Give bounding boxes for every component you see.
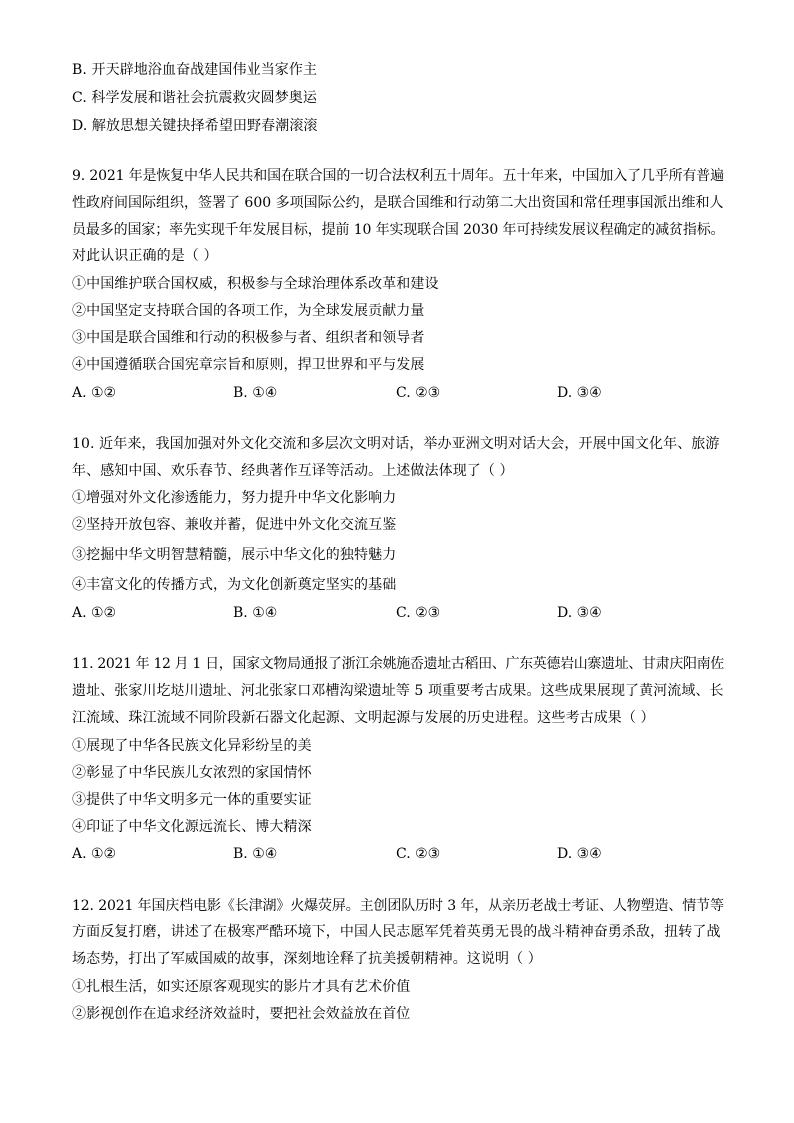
q9-stem-line-4: 对此认识正确的是（ ）: [72, 248, 218, 264]
q11-item-3: ③提供了中华文明多元一体的重要实证: [72, 792, 312, 808]
q9-stem-line-1: 9. 2021 年是恢复中华人民共和国在联合国的一切合法权利五十周年。五十年来，中国加入了几乎所有普遍: [72, 168, 724, 184]
q9-choice-a: A. ①②: [72, 385, 117, 401]
q11-item-1: ①展现了中华各民族文化异彩纷呈的美: [72, 738, 312, 754]
q10-stem-line-1: 10. 近年来，我国加强对外文化交流和多层次文明对话，举办亚洲文明对话大会，开展中国文化年、旅游: [72, 436, 720, 452]
q10-item-1: ①增强对外文化渗透能力，努力提升中华文化影响力: [72, 490, 397, 506]
q10-item-4: ④丰富文化的传播方式，为文化创新奠定坚实的基础: [72, 577, 397, 593]
prev-option-b: B. 开天辟地浴血奋战建国伟业当家作主: [72, 62, 318, 78]
q9-choice-d: D. ③④: [557, 385, 602, 401]
q11-item-2: ②彰显了中华民族儿女浓烈的家国情怀: [72, 765, 312, 781]
q11-stem-line-2: 遗址、张家川圪垯川遗址、河北张家口邓槽沟梁遗址等 5 项重要考古成果。这些成果展现了黄河流域、长: [72, 683, 724, 699]
q10-item-3: ③挖掘中华文明智慧精髓，展示中华文化的独特魅力: [72, 547, 397, 563]
q9-item-1: ①中国维护联合国权威，积极参与全球治理体系改革和建设: [72, 276, 439, 292]
q10-choice-c: C. ②③: [396, 605, 441, 621]
q9-item-2: ②中国坚定支持联合国的各项工作，为全球发展贡献力量: [72, 303, 425, 319]
q11-stem-line-3: 江流域、珠江流域不同阶段新石器文化起源、文明起源与发展的历史进程。这些考古成果（ ）: [72, 710, 655, 726]
q11-choice-a: A. ①②: [72, 846, 117, 862]
q9-item-3: ③中国是联合国维和行动的积极参与者、组织者和领导者: [72, 330, 425, 346]
q12-stem-line-2: 方面反复打磨，讲述了在极寒严酷环境下，中国人民志愿军凭着英勇无畏的战斗精神奋勇杀敌，扭转了战: [72, 924, 721, 940]
q9-choice-b: B. ①④: [233, 385, 278, 401]
q10-stem-line-2: 年、感知中国、欢乐春节、经典著作互译等活动。上述做法体现了（ ）: [72, 463, 514, 479]
q10-item-2: ②坚持开放包容、兼收并蓄，促进中外文化交流互鉴: [72, 517, 397, 533]
q11-choice-c: C. ②③: [396, 846, 441, 862]
q9-item-4: ④中国遵循联合国宪章宗旨和原则，捍卫世界和平与发展: [72, 357, 425, 373]
q12-item-1: ①扎根生活，如实还原客观现实的影片才具有艺术价值: [72, 979, 411, 995]
q12-item-2: ②影视创作在追求经济效益时，要把社会效益放在首位: [72, 1006, 411, 1022]
q9-stem-line-2: 性政府间国际组织，签署了 600 多项国际公约，是联合国维和行动第二大出资国和常任理事国派出维和人: [72, 195, 724, 211]
q9-stem-line-3: 员最多的国家；率先实现千年发展目标，提前 10 年实现联合国 2030 年可持续发展议程确定的减贫指标。: [72, 222, 725, 238]
q10-choice-d: D. ③④: [557, 605, 602, 621]
prev-option-c: C. 科学发展和谐社会抗震救灾圆梦奥运: [72, 90, 318, 106]
q11-choice-b: B. ①④: [233, 846, 278, 862]
q10-choice-a: A. ①②: [72, 605, 117, 621]
q12-stem-line-3: 场态势，打出了军威国威的故事，深刻地诠释了抗美援朝精神。这说明（ ）: [72, 951, 542, 967]
q11-stem-line-1: 11. 2021 年 12 月 1 日，国家文物局通报了浙江余姚施岙遗址古稻田、广东英德岩山寨遗址、甘肃庆阳南佐: [72, 656, 724, 672]
q12-stem-line-1: 12. 2021 年国庆档电影《长津湖》火爆荧屏。主创团队历时 3 年，从亲历老战士考证、人物塑造、情节等: [72, 898, 724, 914]
q11-item-4: ④印证了中华文化源远流长、博大精深: [72, 819, 312, 835]
q10-choice-b: B. ①④: [233, 605, 278, 621]
q9-choice-c: C. ②③: [396, 385, 441, 401]
q11-choice-d: D. ③④: [557, 846, 602, 862]
prev-option-d: D. 解放思想关键抉择希望田野春潮滚滚: [72, 118, 318, 134]
